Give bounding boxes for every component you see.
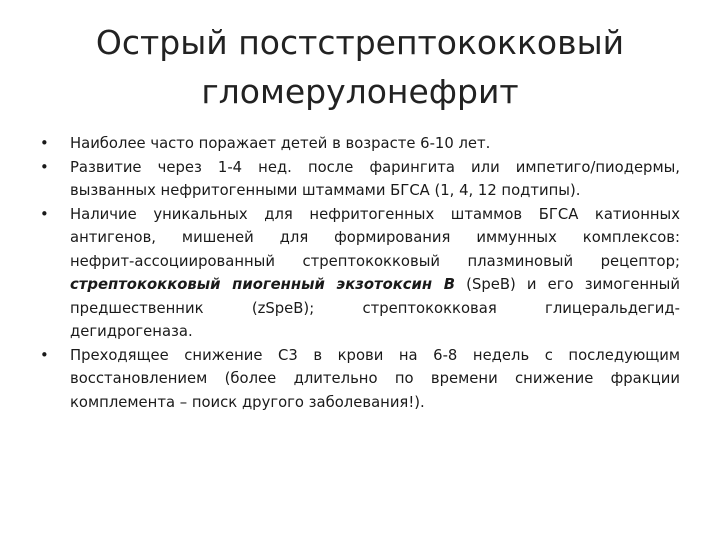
bullet-text: нефрит-ассоциированный стрептококковый плазминовый рецептор;: [70, 252, 680, 270]
bullet-text: дегидрогеназа.: [70, 323, 193, 340]
title-line-2: гломерулонефрит: [201, 72, 519, 111]
title-line-1: Острый постстрептококковый: [95, 23, 625, 62]
bullet-text: Наиболее часто поражает детей в возрасте 6-10 лет.: [70, 135, 491, 152]
bullet-item-c3: [40, 344, 680, 415]
bullet-dot-icon: •: [40, 205, 49, 223]
bullet-text: антигенов, мишеней для формирования иммунных комплексов:: [70, 229, 680, 246]
bullet-text: комплемента – поиск другого заболевания!).: [70, 393, 425, 411]
bullet-list: [40, 132, 680, 414]
bullet-dot-icon: •: [40, 135, 49, 152]
slide-title: [40, 18, 680, 116]
emphasis-rest: (SpeB) и его зимогенный: [455, 276, 680, 293]
bullet-text: Развитие через 1-4 нед. после фарингита или импетиго/пиодермы,: [70, 158, 680, 176]
bullet-text-emphasis: [70, 273, 680, 297]
bullet-item-age: [40, 132, 680, 156]
bullet-text: Преходящее снижение С3 в крови на 6-8 недель с последующим: [70, 346, 680, 364]
emphasis-term: стрептококковый пиогенный экзотоксин В: [70, 276, 456, 293]
bullet-text: предшественник (zSpeB); стрептококковая глицеральдегид-: [70, 299, 680, 317]
bullet-text: восстановлением (более длительно по времени снижение фракции: [70, 370, 680, 387]
bullet-item-onset: [40, 156, 680, 203]
bullet-text: вызванных нефритогенными штаммами БГСА (1, 4, 12 подтипы).: [70, 182, 581, 199]
bullet-dot-icon: •: [40, 158, 49, 176]
bullet-item-antigens: [40, 203, 680, 344]
bullet-text: Наличие уникальных для нефритогенных штаммов БГСА катионных: [70, 205, 680, 223]
bullet-dot-icon: •: [40, 346, 49, 364]
